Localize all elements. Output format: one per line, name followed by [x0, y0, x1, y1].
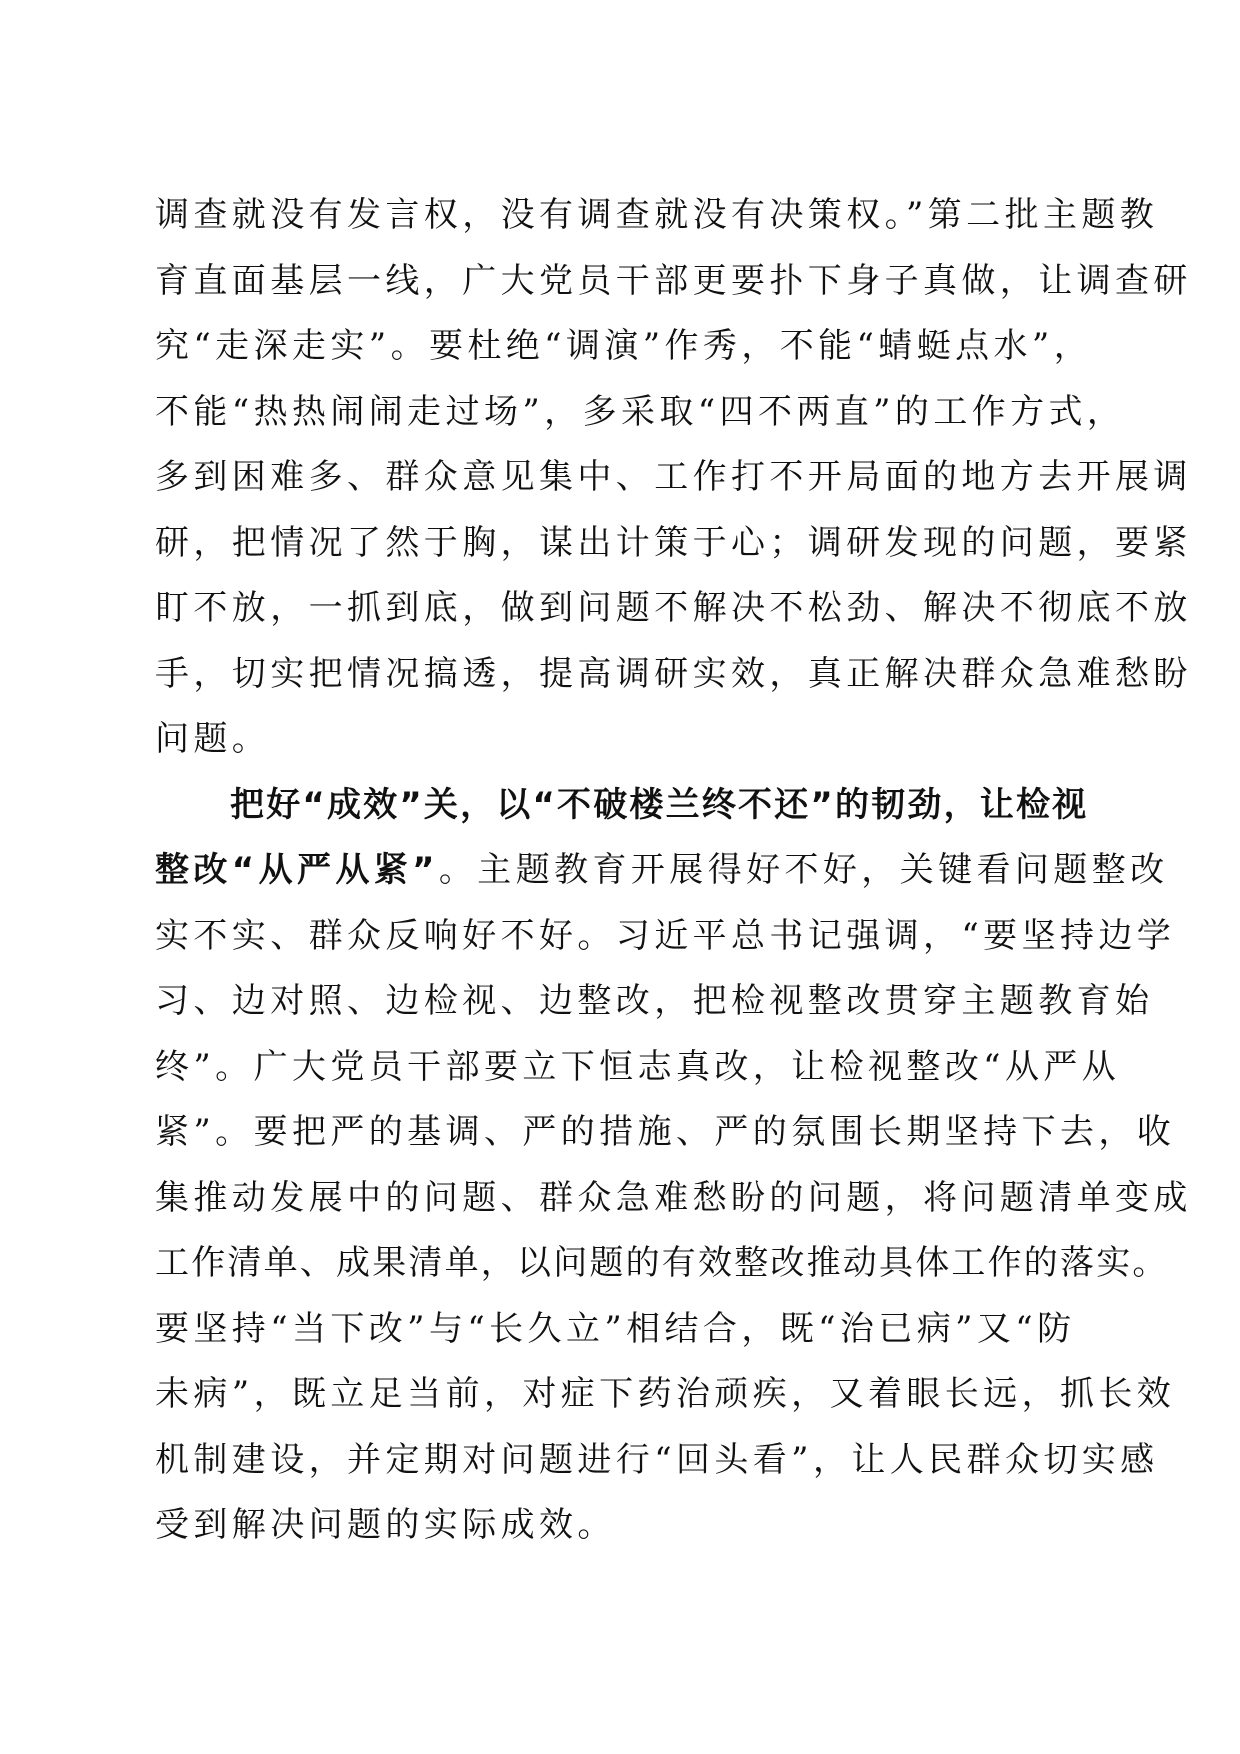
- text-line: 育直面基层一线，广大党员干部更要扑下身子真做，让调查研: [155, 260, 1192, 301]
- section-heading-continued: 整改“从严从紧”: [155, 850, 439, 890]
- text-line: 究“走深走实”。要杜绝“调演”作秀，不能“蜻蜓点水”，: [155, 326, 1093, 366]
- text-line-rest: 。主题教育开展得好不好，关键看问题整改: [438, 850, 1169, 890]
- text-line: 多到困难多、群众意见集中、工作打不开局面的地方去开展调: [155, 457, 1192, 497]
- text-line: 终”。广大党员干部要立下恒志真改，让检视整改“从严从: [155, 1046, 1121, 1087]
- text-line: 紧”。要把严的基调、严的措施、严的氛围长期坚持下去，收: [155, 1112, 1176, 1152]
- paragraph-investigation: [155, 183, 1192, 773]
- text-line: 集推动发展中的问题、群众急难愁盼的问题，将问题清单变成: [155, 1177, 1192, 1218]
- text-line: 不能“热热闹闹走过场”，多采取“四不两直”的工作方式，: [155, 391, 1126, 432]
- document-body: [155, 183, 1192, 1559]
- text-line: 调查就没有发言权，没有调查就没有决策权。”第二批主题教: [155, 195, 1159, 235]
- text-line: 受到解决问题的实际成效。: [155, 1505, 616, 1545]
- text-line: 习、边对照、边检视、边整改，把检视整改贯穿主题教育始: [155, 981, 1154, 1021]
- text-line: 未病”，既立足当前，对症下药治顽疾，又着眼长远，抓长效: [155, 1374, 1176, 1414]
- text-line: 要坚持“当下改”与“长久立”相结合，既“治已病”又“防: [155, 1308, 1076, 1349]
- text-line: 实不实、群众反响好不好。习近平总书记强调，“要坚持边学: [155, 915, 1176, 956]
- text-line: 手，切实把情况搞透，提高调研实效，真正解决群众急难愁盼: [155, 653, 1192, 694]
- text-line: 盯不放，一抓到底，做到问题不解决不松劲、解决不彻底不放: [155, 588, 1192, 628]
- text-line: 工作清单、成果清单，以问题的有效整改推动具体工作的落实。: [155, 1243, 1169, 1283]
- text-line: 问题。: [155, 719, 271, 759]
- text-line: 研，把情况了然于胸，谋出计策于心；调研发现的问题，要紧: [155, 522, 1192, 563]
- section-heading: 把好“成效”关，以“不破楼兰终不还”的韧劲，让检视: [230, 784, 1089, 825]
- text-line: 机制建设，并定期对问题进行“回头看”，让人民群众切实感: [155, 1439, 1159, 1480]
- text-line: [155, 838, 1169, 904]
- paragraph-rectification: [155, 773, 1192, 1559]
